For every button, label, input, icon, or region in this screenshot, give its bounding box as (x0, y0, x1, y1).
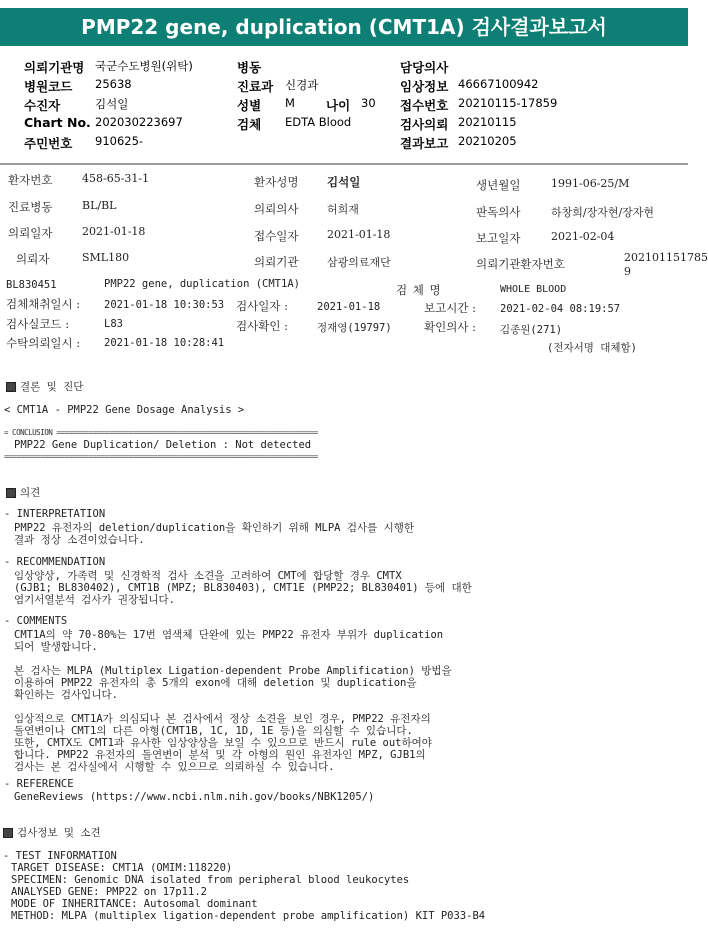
header-label: 임상정보 (400, 79, 449, 94)
test-value: 2021-01-18 10:28:41 (104, 337, 225, 349)
header-label: 병동 (237, 60, 262, 75)
test-value: 2021-01-18 10:30:53 (104, 299, 225, 311)
patient-label: 의뢰의사 (254, 202, 299, 216)
report-title: PMP22 gene, duplication (CMT1A) 검사결과보고서 (0, 8, 688, 46)
comments-line: 확인하는 검사입니다. (14, 689, 118, 701)
test-name: PMP22 gene, duplication (CMT1A) (104, 278, 300, 290)
header-value: 202030223697 (95, 115, 183, 129)
reference-text: GeneReviews (https://www.ncbi.nlm.nih.gov/books/NBK1205/) (14, 791, 375, 803)
comments-line: 되어 발생합니다. (14, 641, 98, 653)
test-value: L83 (104, 318, 123, 330)
patient-label: 의뢰기관 (254, 255, 299, 269)
testinfo-label: - TEST INFORMATION (3, 850, 117, 862)
header-label: 수진자 (24, 98, 61, 113)
interpretation-line: 결과 정상 소견이었습니다. (14, 534, 145, 546)
comments-line: 본 검사는 MLPA (Multiplex Ligation-dependent Probe Amplification) 방법을 (14, 665, 452, 677)
conclusion-rule: ============================================================================== (4, 452, 318, 461)
header-value: 20210115 (458, 115, 517, 129)
testinfo-line: METHOD: MLPA (multiplex ligation-dependent probe amplification) KIT P033-B4 (11, 910, 486, 922)
patient-label: 환자번호 (8, 173, 53, 187)
header-label: 접수번호 (400, 98, 449, 113)
header-value: 910625- (95, 134, 144, 148)
test-label: 검체채취일시 : (6, 297, 81, 311)
test-label: 수탁의뢰일시 : (6, 336, 81, 350)
test-value: 2021-02-04 08:19:57 (500, 303, 621, 315)
specimen-value: WHOLE BLOOD (500, 284, 567, 295)
reference-label: - REFERENCE (4, 778, 74, 790)
section-heading (6, 485, 40, 500)
patient-value: SML180 (82, 251, 130, 264)
comments-line: 또한, CMTX도 CMT1과 유사한 임상양상을 보일 수 있으므로 반드시 rule out하여야 (14, 737, 432, 749)
patient-value: 하창희/장자현/장자현 (551, 206, 655, 219)
section-bullet-icon (6, 488, 16, 498)
testinfo-line: ANALYSED GENE: PMP22 on 17p11.2 (11, 886, 207, 898)
test-value: 정재영(19797) (317, 322, 392, 334)
test-label: 보고시간 : (424, 301, 476, 315)
recommendation-line: 염기서열분석 검사가 권장됩니다. (14, 594, 175, 606)
patient-value: 삼광의료재단 (327, 256, 391, 269)
conclusion-label: = CONCLUSION ================================================================= (4, 428, 318, 437)
patient-value: 2021-01-18 (327, 228, 391, 241)
patient-value: 1991-06-25/M (551, 177, 630, 190)
patient-value: 2021-02-04 (551, 230, 615, 243)
header-divider (0, 163, 688, 165)
header-value: 국군수도병원(위탁) (95, 59, 193, 73)
specimen-label: 검 체 명 (396, 283, 442, 297)
analysis-title: < CMT1A - PMP22 Gene Dosage Analysis > (4, 404, 245, 416)
header-label: 의뢰기관명 (24, 60, 85, 75)
patient-value: 허희재 (327, 203, 359, 216)
interpretation-label: - INTERPRETATION (4, 508, 106, 520)
header-value: M (285, 96, 295, 110)
signature-note: (전자서명 대체함) (547, 342, 637, 354)
patient-label: 생년월일 (476, 178, 521, 192)
test-label: 검사일자 : (236, 299, 288, 313)
patient-label: 보고일자 (476, 231, 521, 245)
patient-label: 의뢰자 (16, 252, 50, 266)
recommendation-line: (GJB1; BL830402), CMT1B (MPZ; BL830403), CMT1E (PMP22; BL830401) 등에 대한 (14, 582, 472, 594)
header-label: 나이 (326, 98, 351, 113)
section-bullet-icon (6, 382, 16, 392)
patient-value: 202101151785 (624, 251, 708, 264)
testinfo-line: SPECIMEN: Genomic DNA isolated from peripheral blood leukocytes (11, 874, 410, 886)
header-value: 김석일 (95, 97, 129, 111)
header-value: 신경과 (285, 78, 319, 92)
patient-value: 9 (624, 265, 631, 278)
comments-line: 임상적으로 CMT1A가 의심되나 본 검사에서 정상 소견을 보인 경우, PMP22 유전자의 (14, 713, 431, 725)
header-label: 결과보고 (400, 136, 449, 151)
testinfo-line: TARGET DISEASE: CMT1A (OMIM:118220) (11, 862, 233, 874)
test-value: 김종원(271) (500, 324, 563, 336)
header-value: 20210115-17859 (458, 96, 558, 110)
section-bullet-icon (3, 828, 13, 838)
test-label: 검사확인 : (236, 319, 288, 333)
conclusion-text: PMP22 Gene Duplication/ Deletion : Not detected (14, 439, 312, 451)
header-label: 진료과 (237, 79, 274, 94)
patient-label: 판독의사 (476, 205, 521, 219)
test-label: 검사실코드 : (6, 317, 70, 331)
recommendation-line: 임상양상, 가족력 및 신경학적 검사 소견을 고려하여 CMT에 합당할 경우 CMTX (14, 570, 402, 582)
interpretation-line: PMP22 유전자의 deletion/duplication을 확인하기 위해 MLPA 검사를 시행한 (14, 522, 415, 534)
header-label: Chart No. (24, 115, 91, 130)
section-heading-text: 의견 (20, 487, 41, 499)
comments-line: 검사는 본 검사실에서 시행할 수 있으므로 의뢰하실 수 있습니다. (14, 761, 335, 773)
comments-label: - COMMENTS (4, 615, 68, 627)
patient-label: 환자성명 (254, 175, 299, 189)
section-heading (6, 379, 83, 394)
test-label: 확인의사 : (424, 320, 476, 334)
header-value: 30 (361, 96, 376, 110)
header-value: 46667100942 (458, 77, 539, 91)
section-heading-text: 결론 및 진단 (20, 381, 84, 393)
comments-line: CMT1A의 약 70-80%는 17번 염색체 단완에 있는 PMP22 유전자 부위가 duplication (14, 629, 444, 641)
comments-line: 돌연변이나 CMT1의 다른 아형(CMT1B, 1C, 1D, 1E 등)을 의심할 수 있습니다. (14, 725, 413, 737)
patient-label: 접수일자 (254, 229, 299, 243)
test-code: BL830451 (6, 279, 57, 291)
testinfo-line: MODE OF INHERITANCE: Autosomal dominant (11, 898, 258, 910)
header-label: 검사의뢰 (400, 117, 449, 132)
section-heading (3, 825, 101, 840)
header-value: 20210205 (458, 134, 517, 148)
patient-value: BL/BL (82, 199, 117, 212)
header-label: 주민번호 (24, 136, 73, 151)
test-value: 2021-01-18 (317, 301, 381, 313)
patient-label: 진료병동 (8, 200, 53, 214)
header-label: 병원코드 (24, 79, 73, 94)
header-label: 검체 (237, 117, 262, 132)
comments-line: 합니다. PMP22 유전자의 돌연변이 분석 및 각 아형의 원인 유전자인 MPZ, GJB1의 (14, 749, 426, 761)
header-value: EDTA Blood (285, 115, 352, 129)
patient-value: 2021-01-18 (82, 225, 146, 238)
patient-label: 의뢰기관환자번호 (476, 257, 565, 271)
patient-value: 458-65-31-1 (82, 172, 150, 185)
patient-label: 의뢰일자 (8, 226, 53, 240)
section-heading-text: 검사정보 및 소견 (17, 827, 101, 839)
header-label: 담당의사 (400, 60, 449, 75)
header-label: 성별 (237, 98, 262, 113)
comments-line: 이용하여 PMP22 유전자의 총 5개의 exon에 대해 deletion 및 duplication을 (14, 677, 417, 689)
patient-value: 김석일 (327, 175, 361, 189)
header-value: 25638 (95, 77, 132, 91)
recommendation-label: - RECOMMENDATION (4, 556, 106, 568)
